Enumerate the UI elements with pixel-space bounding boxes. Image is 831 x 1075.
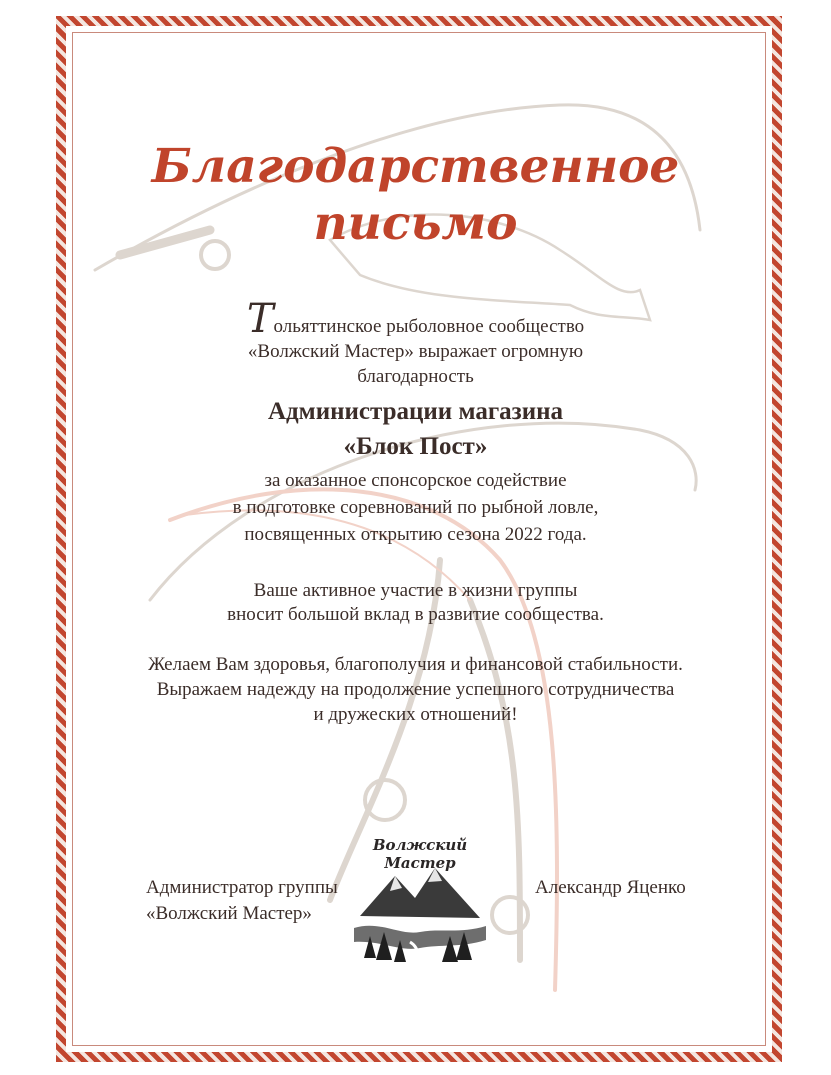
intro-line-1 [0, 296, 831, 342]
wishes-line-3: и дружеских отношений! [313, 704, 518, 725]
wishes-line-1: Желаем Вам здоровья, благополучия и финансовой стабильности. [148, 654, 683, 675]
signature-name: Александр Яценко [535, 877, 686, 898]
intro-line-3: благодарность [357, 366, 474, 387]
participation-line-2: вносит большой вклад в развитие сообщества. [227, 604, 604, 625]
title-line-2: письмо [313, 196, 518, 251]
intro-line-1-text: ольяттинское рыболовное сообщество [273, 316, 585, 337]
title-line-1: Благодарственное [151, 139, 680, 194]
wishes-line-2: Выражаем надежду на продолжение успешного сотрудничества [156, 679, 675, 700]
reason-line-3: посвященных открытию сезона 2022 года. [244, 524, 587, 545]
logo-text: Волжский Мастер [372, 836, 468, 872]
recipient-line-2: «Блок Пост» [343, 433, 488, 460]
signature-role-line-2: «Волжский Мастер» [146, 903, 312, 924]
signature-role-line-1: Администратор группы [146, 877, 338, 898]
reason-line-1: за оказанное спонсорское содействие [264, 470, 567, 491]
dropcap: Т [246, 296, 274, 342]
intro-line-2: «Волжский Мастер» выражает огромную [247, 341, 584, 362]
recipient-line-1: Администрации магазина [267, 398, 564, 425]
reason-line-2: в подготовке соревнований по рыбной ловле, [232, 497, 599, 518]
participation-line-1: Ваше активное участие в жизни группы [253, 580, 578, 601]
